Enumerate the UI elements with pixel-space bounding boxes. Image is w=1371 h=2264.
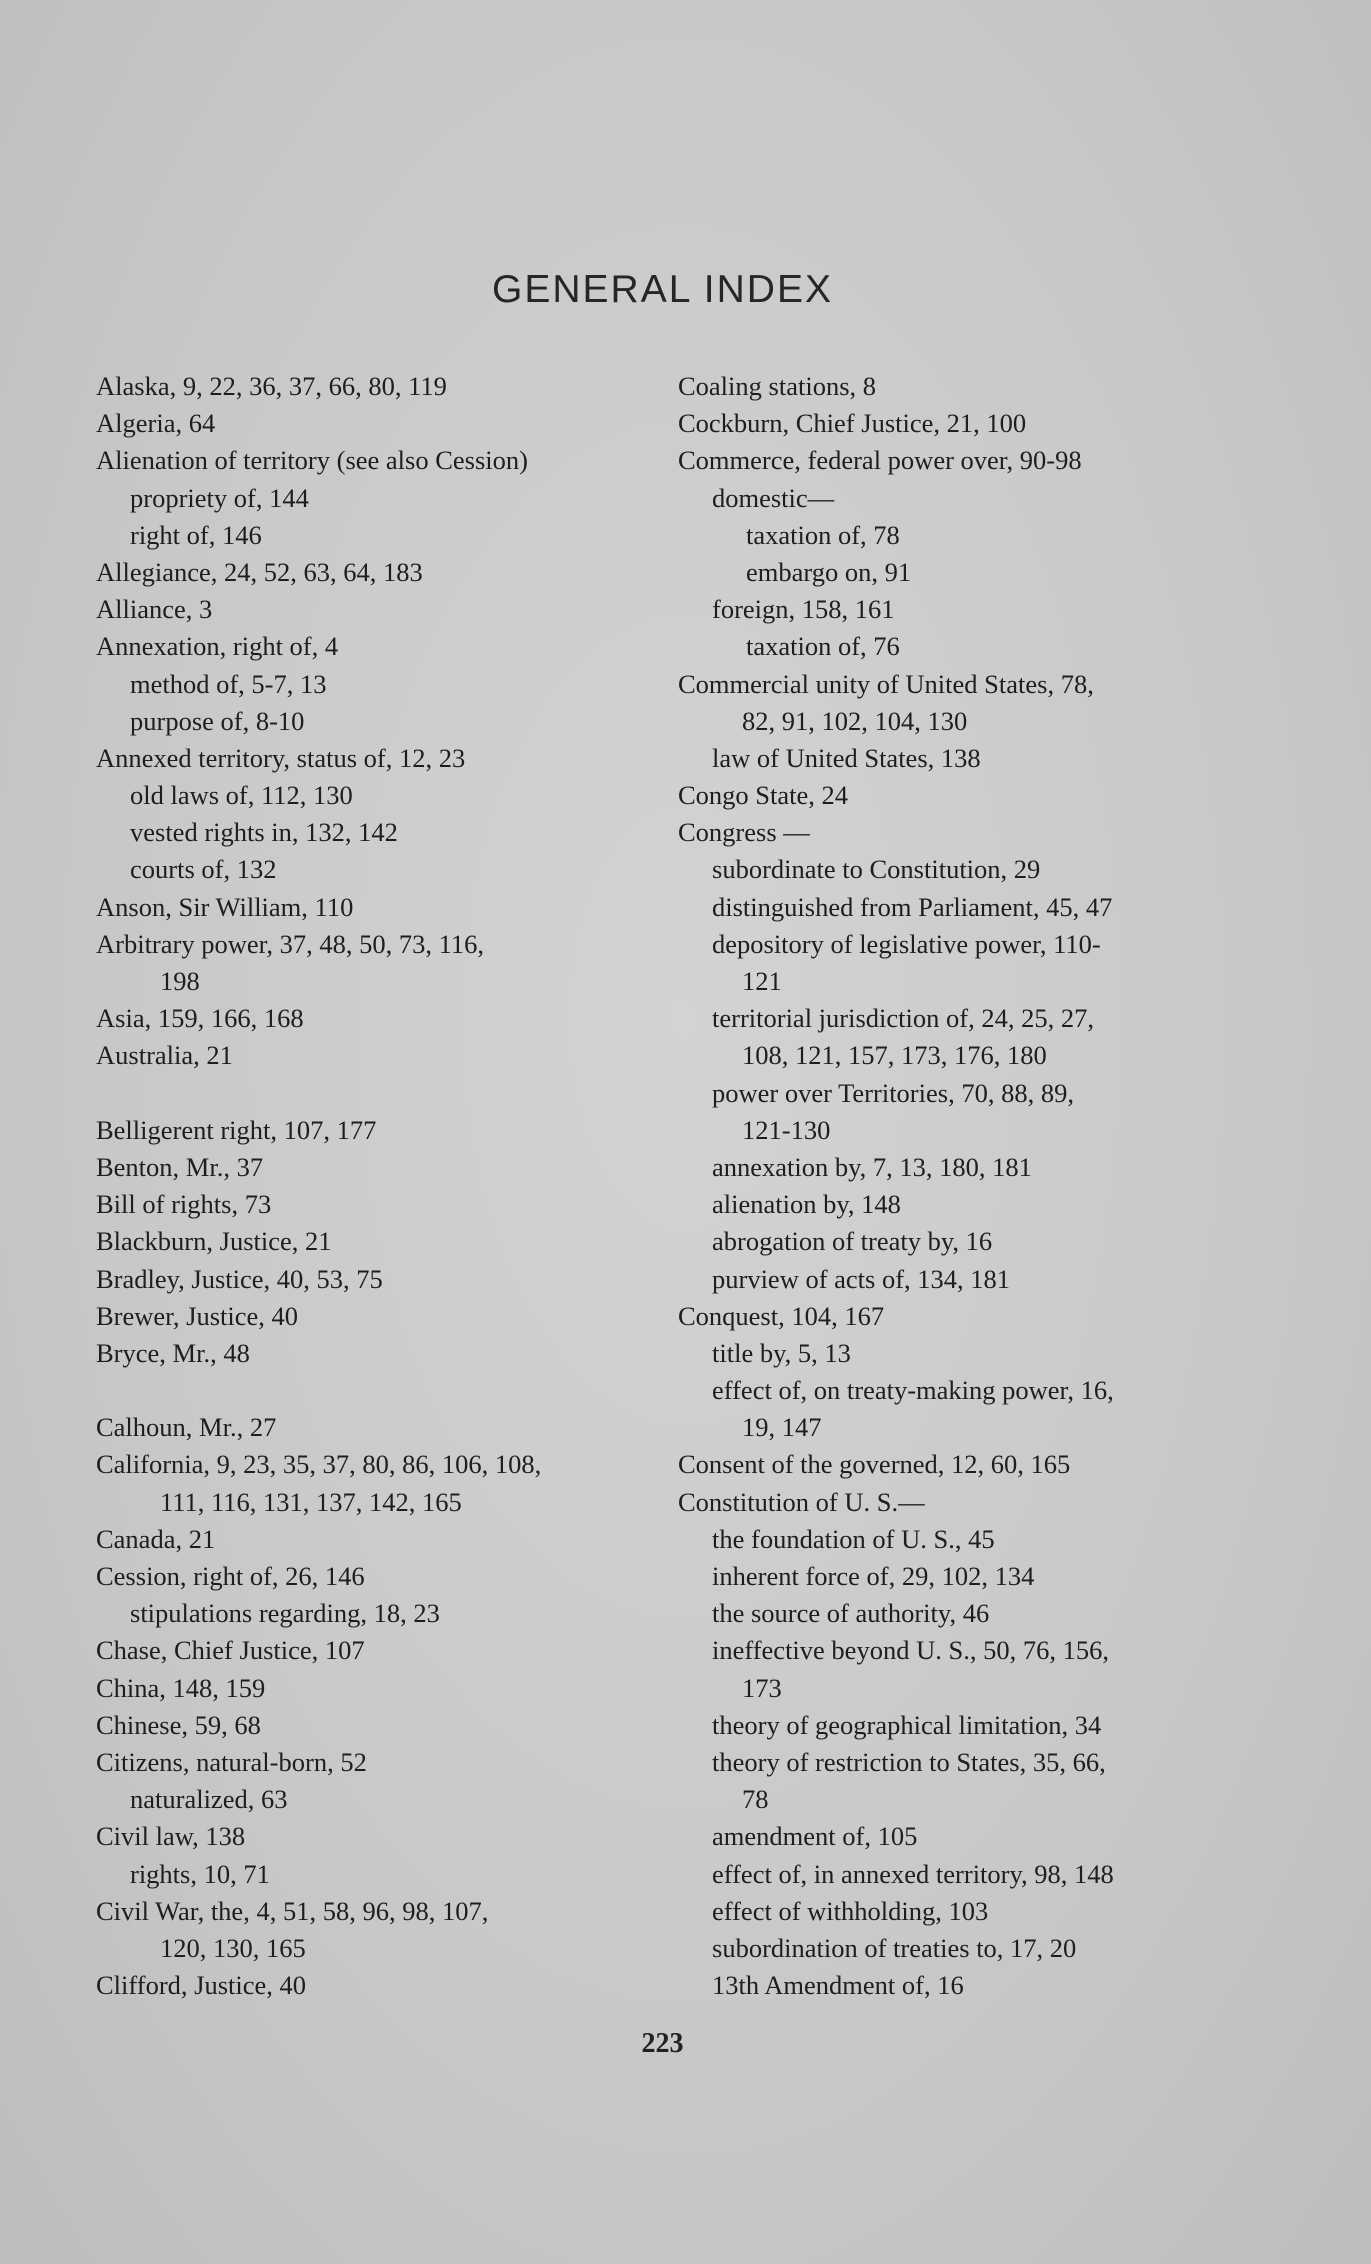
index-entry: Commerce, federal power over, 90-98 [678, 445, 1082, 476]
index-subentry: effect of, on treaty-making power, 16, [712, 1375, 1114, 1406]
index-subentry: purpose of, 8-10 [130, 705, 305, 736]
index-subentry: ineffective beyond U. S., 50, 76, 156, [712, 1635, 1109, 1666]
index-subentry: the source of authority, 46 [712, 1598, 990, 1629]
index-subentry: foreign, 158, 161 [712, 594, 895, 625]
index-entry: Alaska, 9, 22, 36, 37, 66, 80, 119 [96, 371, 447, 401]
index-subentry: depository of legislative power, 110- [712, 928, 1101, 959]
letter-group-gap [96, 1075, 664, 1112]
index-subentry: propriety of, 144 [130, 482, 309, 513]
index-entry: Cockburn, Chief Justice, 21, 100 [678, 408, 1027, 439]
index-entry: Arbitrary power, 37, 48, 50, 73, 116, [96, 928, 485, 959]
index-entry: Asia, 159, 166, 168 [96, 1003, 304, 1034]
index-entry-continuation: 120, 130, 165 [160, 1932, 306, 1963]
index-subentry: title by, 5, 13 [712, 1337, 851, 1368]
index-subsubentry: taxation of, 76 [746, 631, 900, 662]
index-subentry: naturalized, 63 [130, 1784, 288, 1815]
index-entry: Alliance, 3 [96, 594, 213, 625]
index-entry-continuation: 19, 147 [742, 1412, 822, 1443]
index-entry: Blackburn, Justice, 21 [96, 1226, 332, 1257]
index-entry: Canada, 21 [96, 1523, 216, 1554]
index-entry: Cession, right of, 26, 146 [96, 1561, 365, 1591]
index-subsubentry: taxation of, 78 [746, 519, 900, 550]
index-entry-continuation: 121-130 [742, 1114, 831, 1145]
index-column-left [96, 368, 664, 2004]
index-subentry: law of United States, 138 [712, 742, 981, 773]
index-subentry: power over Territories, 70, 88, 89, [712, 1077, 1074, 1108]
index-entry-continuation: 111, 116, 131, 137, 142, 165 [160, 1486, 462, 1517]
index-entry: Bill of rights, 73 [96, 1189, 272, 1220]
index-subentry: theory of restriction to States, 35, 66, [712, 1746, 1106, 1777]
index-entry: Citizens, natural-born, 52 [96, 1746, 367, 1777]
index-entry-continuation: 198 [160, 966, 200, 996]
index-entry: Chase, Chief Justice, 107 [96, 1635, 365, 1666]
index-subentry: abrogation of treaty by, 16 [712, 1226, 993, 1257]
index-subentry: territorial jurisdiction of, 24, 25, 27, [712, 1003, 1094, 1034]
index-entry: Belligerent right, 107, 177 [96, 1114, 377, 1145]
index-entry: Alienation of territory (see also Cession) [96, 445, 528, 476]
index-entry: California, 9, 23, 35, 37, 80, 86, 106, 108, [96, 1449, 542, 1480]
index-entry-continuation: 121 [742, 966, 782, 996]
index-entry: Annexed territory, status of, 12, 23 [96, 742, 466, 773]
index-entry: Australia, 21 [96, 1040, 233, 1071]
index-subentry: theory of geographical limitation, 34 [712, 1709, 1102, 1740]
index-entry-continuation: 173 [742, 1672, 782, 1703]
index-subentry: right of, 146 [130, 519, 262, 550]
index-subentry: effect of withholding, 103 [712, 1895, 989, 1926]
index-subentry: subordination of treaties to, 17, 20 [712, 1932, 1077, 1963]
index-subentry: vested rights in, 132, 142 [130, 817, 398, 848]
page-number: 223 [641, 2028, 684, 2059]
index-subentry: purview of acts of, 134, 181 [712, 1263, 1011, 1294]
index-subentry: domestic— [712, 482, 835, 513]
index-entry: Coaling stations, 8 [678, 371, 877, 401]
index-entry: Calhoun, Mr., 27 [96, 1412, 277, 1443]
index-entry: Commercial unity of United States, 78, [678, 668, 1094, 699]
index-entry: Bryce, Mr., 48 [96, 1337, 250, 1368]
index-entry: Clifford, Justice, 40 [96, 1970, 307, 2001]
index-subentry: distinguished from Parliament, 45, 47 [712, 891, 1113, 922]
index-entry: Algeria, 64 [96, 408, 216, 439]
index-subentry: amendment of, 105 [712, 1821, 918, 1852]
index-subentry: stipulations regarding, 18, 23 [130, 1598, 440, 1629]
index-subentry: effect of, in annexed territory, 98, 148 [712, 1858, 1114, 1889]
index-entry: Conquest, 104, 167 [678, 1300, 885, 1331]
index-entry: China, 148, 159 [96, 1672, 266, 1703]
index-entry: Anson, Sir William, 110 [96, 891, 354, 922]
index-entry: Civil War, the, 4, 51, 58, 96, 98, 107, [96, 1895, 489, 1926]
index-entry-continuation: 78 [742, 1784, 769, 1815]
index-subentry: 13th Amendment of, 16 [712, 1970, 964, 2001]
index-subentry: inherent force of, 29, 102, 134 [712, 1561, 1035, 1591]
index-entry: Civil law, 138 [96, 1821, 246, 1852]
letter-group-gap [96, 1372, 664, 1409]
index-subsubentry: embargo on, 91 [746, 556, 912, 587]
index-entry: Constitution of U. S.— [678, 1486, 925, 1517]
index-subentry: method of, 5-7, 13 [130, 668, 327, 699]
index-subentry: the foundation of U. S., 45 [712, 1523, 995, 1554]
index-entry: Annexation, right of, 4 [96, 631, 339, 662]
index-entry-continuation: 108, 121, 157, 173, 176, 180 [742, 1040, 1047, 1071]
index-entry: Benton, Mr., 37 [96, 1151, 264, 1182]
index-column-right [678, 368, 1268, 2004]
index-subentry: rights, 10, 71 [130, 1858, 270, 1889]
page-title: GENERAL INDEX [492, 268, 833, 311]
index-subentry: alienation by, 148 [712, 1189, 901, 1220]
index-entry: Allegiance, 24, 52, 63, 64, 183 [96, 556, 423, 587]
index-entry: Congress — [678, 817, 810, 848]
index-entry: Bradley, Justice, 40, 53, 75 [96, 1263, 383, 1294]
index-entry: Chinese, 59, 68 [96, 1709, 261, 1740]
index-subentry: courts of, 132 [130, 854, 277, 885]
index-entry: Brewer, Justice, 40 [96, 1300, 299, 1331]
index-entry: Consent of the governed, 12, 60, 165 [678, 1449, 1071, 1480]
index-subentry: annexation by, 7, 13, 180, 181 [712, 1151, 1032, 1182]
index-entry-continuation: 82, 91, 102, 104, 130 [742, 705, 968, 736]
index-subentry: subordinate to Constitution, 29 [712, 854, 1041, 885]
index-subentry: old laws of, 112, 130 [130, 780, 353, 811]
index-entry: Congo State, 24 [678, 780, 849, 811]
